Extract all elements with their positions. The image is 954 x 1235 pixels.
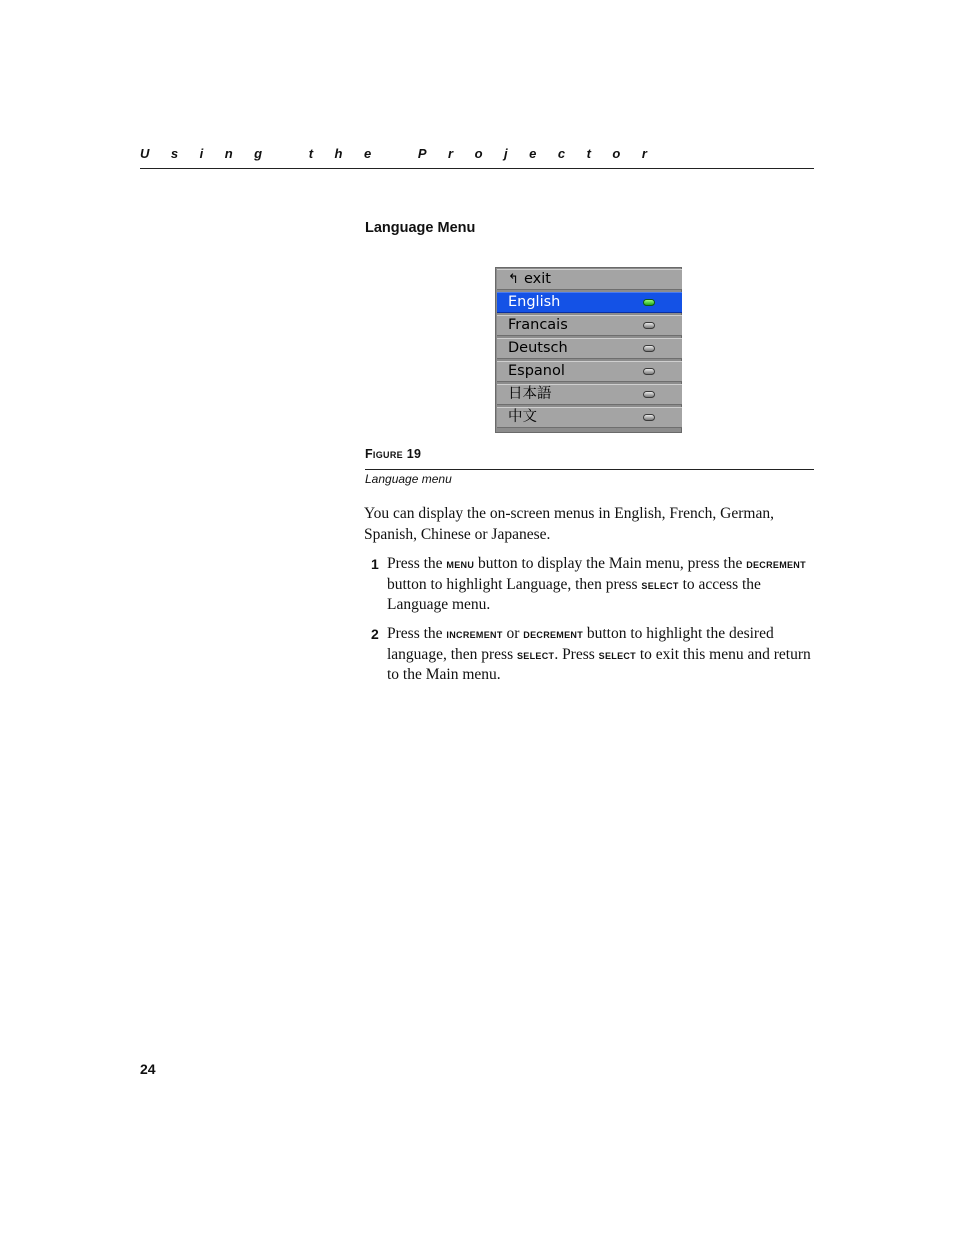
menu-item-label: 日本語: [508, 386, 552, 402]
page-number: 24: [140, 1061, 156, 1077]
menu-item-chinese[interactable]: [497, 407, 682, 428]
header-rule: [140, 168, 814, 169]
section-title: Language Menu: [365, 220, 476, 236]
menu-exit-row[interactable]: [497, 269, 682, 290]
step-text: Press the menu button to display the Main menu, press the decrement button to highlight Language, then press select to access the Language menu.: [387, 555, 806, 613]
key-name: menu: [446, 556, 475, 571]
menu-item-label: Francais: [508, 317, 568, 333]
figure-label: Figure 19: [365, 447, 422, 461]
radio-off-icon: [643, 391, 655, 398]
menu-exit-label: exit: [524, 271, 551, 287]
key-name: increment: [446, 626, 503, 641]
language-menu-osd: [495, 267, 682, 433]
radio-off-icon: [643, 322, 655, 329]
key-name: select: [641, 576, 679, 592]
key-name: select: [598, 646, 636, 662]
key-name: select: [517, 646, 555, 662]
running-head: Using the Projector: [140, 146, 669, 161]
menu-item-label: 中文: [508, 409, 537, 425]
radio-off-icon: [643, 414, 655, 421]
radio-off-icon: [643, 345, 655, 352]
back-arrow-icon: ↰: [508, 272, 519, 287]
intro-paragraph: You can display the on-screen menus in English, French, German, Spanish, Chinese or Japanese.: [364, 505, 774, 543]
step-number: 1: [371, 556, 379, 572]
menu-item-english[interactable]: [497, 292, 682, 313]
figure-rule: [365, 469, 814, 470]
step-number: 2: [371, 626, 379, 642]
figure-caption: Language menu: [365, 472, 452, 486]
menu-item-francais[interactable]: [497, 315, 682, 336]
step-text: Press the increment or decrement button to highlight the desired language, then press select. Press select to exit this menu and return to the Main menu.: [387, 625, 811, 683]
menu-item-japanese[interactable]: [497, 384, 682, 405]
radio-on-icon: [643, 299, 655, 306]
menu-item-deutsch[interactable]: [497, 338, 682, 359]
step-2: [371, 624, 816, 686]
key-name: decrement: [746, 556, 806, 571]
key-name: decrement: [523, 626, 583, 641]
menu-item-espanol[interactable]: [497, 361, 682, 382]
menu-item-label: Deutsch: [508, 340, 568, 356]
menu-item-label: Espanol: [508, 363, 565, 379]
step-1: [371, 554, 816, 616]
radio-off-icon: [643, 368, 655, 375]
menu-item-label: English: [508, 294, 561, 310]
